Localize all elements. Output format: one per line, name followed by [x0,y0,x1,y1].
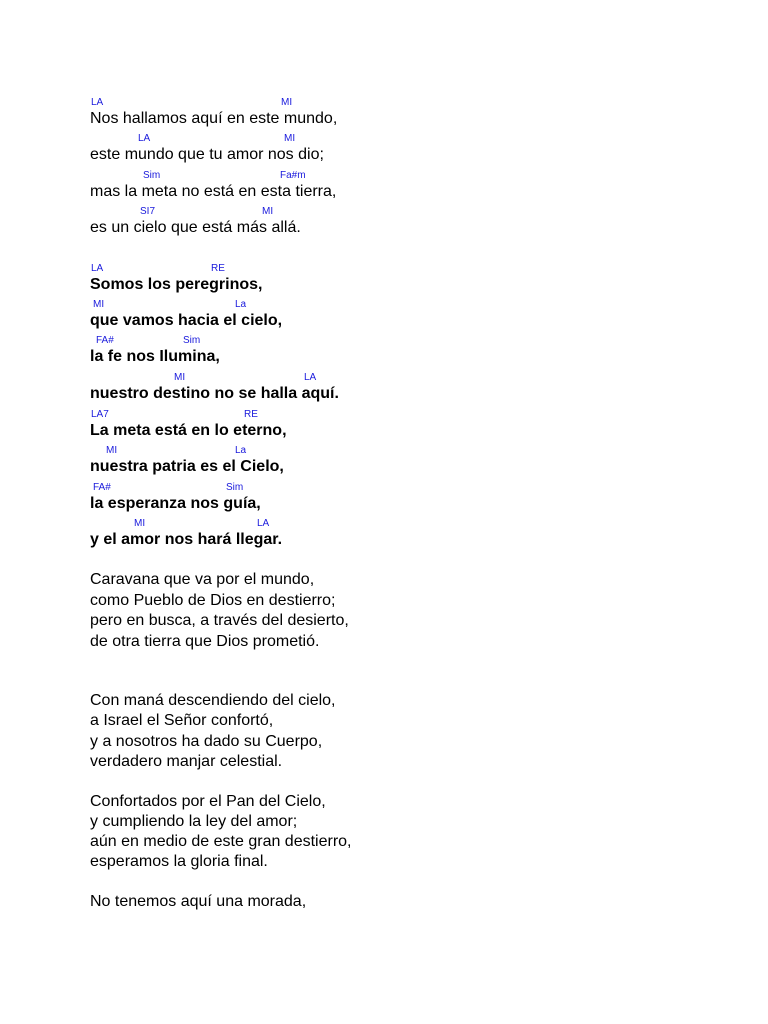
chord: RE [244,409,258,420]
chord: RE [211,263,225,274]
lyric-line: No tenemos aquí una morada, [90,893,307,910]
lyric-line: esperamos la gloria final. [90,853,268,870]
chord: Sim [143,170,161,181]
lyric-line: pero en busca, a través del desierto, [90,612,349,629]
chord: LA7 [91,409,109,420]
chord: MI [284,133,296,144]
chord: Sim [183,335,201,346]
chord: MI [134,518,146,529]
lyric-line: como Pueblo de Dios en destierro; [90,592,336,609]
lyric-line: la fe nos Ilumina, [90,348,220,365]
chord: MI [174,372,186,383]
lyric-line: mas la meta no está en esta tierra, [90,183,337,200]
lyric-line: La meta está en lo eterno, [90,422,287,439]
lyric-line: este mundo que tu amor nos dio; [90,146,324,163]
lyric-line: que vamos hacia el cielo, [90,312,283,329]
lyric-line: y cumpliendo la ley del amor; [90,813,298,830]
lyric-line: a Israel el Señor confortó, [90,712,274,729]
lyric-line: y a nosotros ha dado su Cuerpo, [90,733,323,750]
chord: FA# [93,482,111,493]
lyric-line: de otra tierra que Dios prometió. [90,633,320,650]
chord: LA [138,133,151,144]
lyric-line: nuestro destino no se halla aquí. [90,385,339,402]
lyric-line: aún en medio de este gran destierro, [90,833,352,850]
lyric-line: Con maná descendiendo del cielo, [90,692,336,709]
chord: MI [106,445,118,456]
chord: FA# [96,335,114,346]
lyric-line: y el amor nos hará llegar. [90,531,283,548]
chord: LA [304,372,317,383]
chord: MI [93,299,105,310]
chord: SI7 [140,206,156,217]
chord: LA [91,263,104,274]
lyric-line: la esperanza nos guía, [90,495,261,512]
chord: La [235,299,247,310]
lyric-line: Confortados por el Pan del Cielo, [90,793,326,810]
chord: LA [257,518,270,529]
chord: La [235,445,247,456]
lyric-line: verdadero manjar celestial. [90,753,283,770]
lyric-line: Somos los peregrinos, [90,276,263,293]
chord: MI [281,97,293,108]
chord: LA [91,97,104,108]
lyric-line: es un cielo que está más allá. [90,219,301,236]
lyric-line: Caravana que va por el mundo, [90,571,315,588]
lyric-line: nuestra patria es el Cielo, [90,458,284,475]
lyric-line: Nos hallamos aquí en este mundo, [90,110,338,127]
chord: Sim [226,482,244,493]
chord: Fa#m [280,170,306,181]
chord: MI [262,206,274,217]
